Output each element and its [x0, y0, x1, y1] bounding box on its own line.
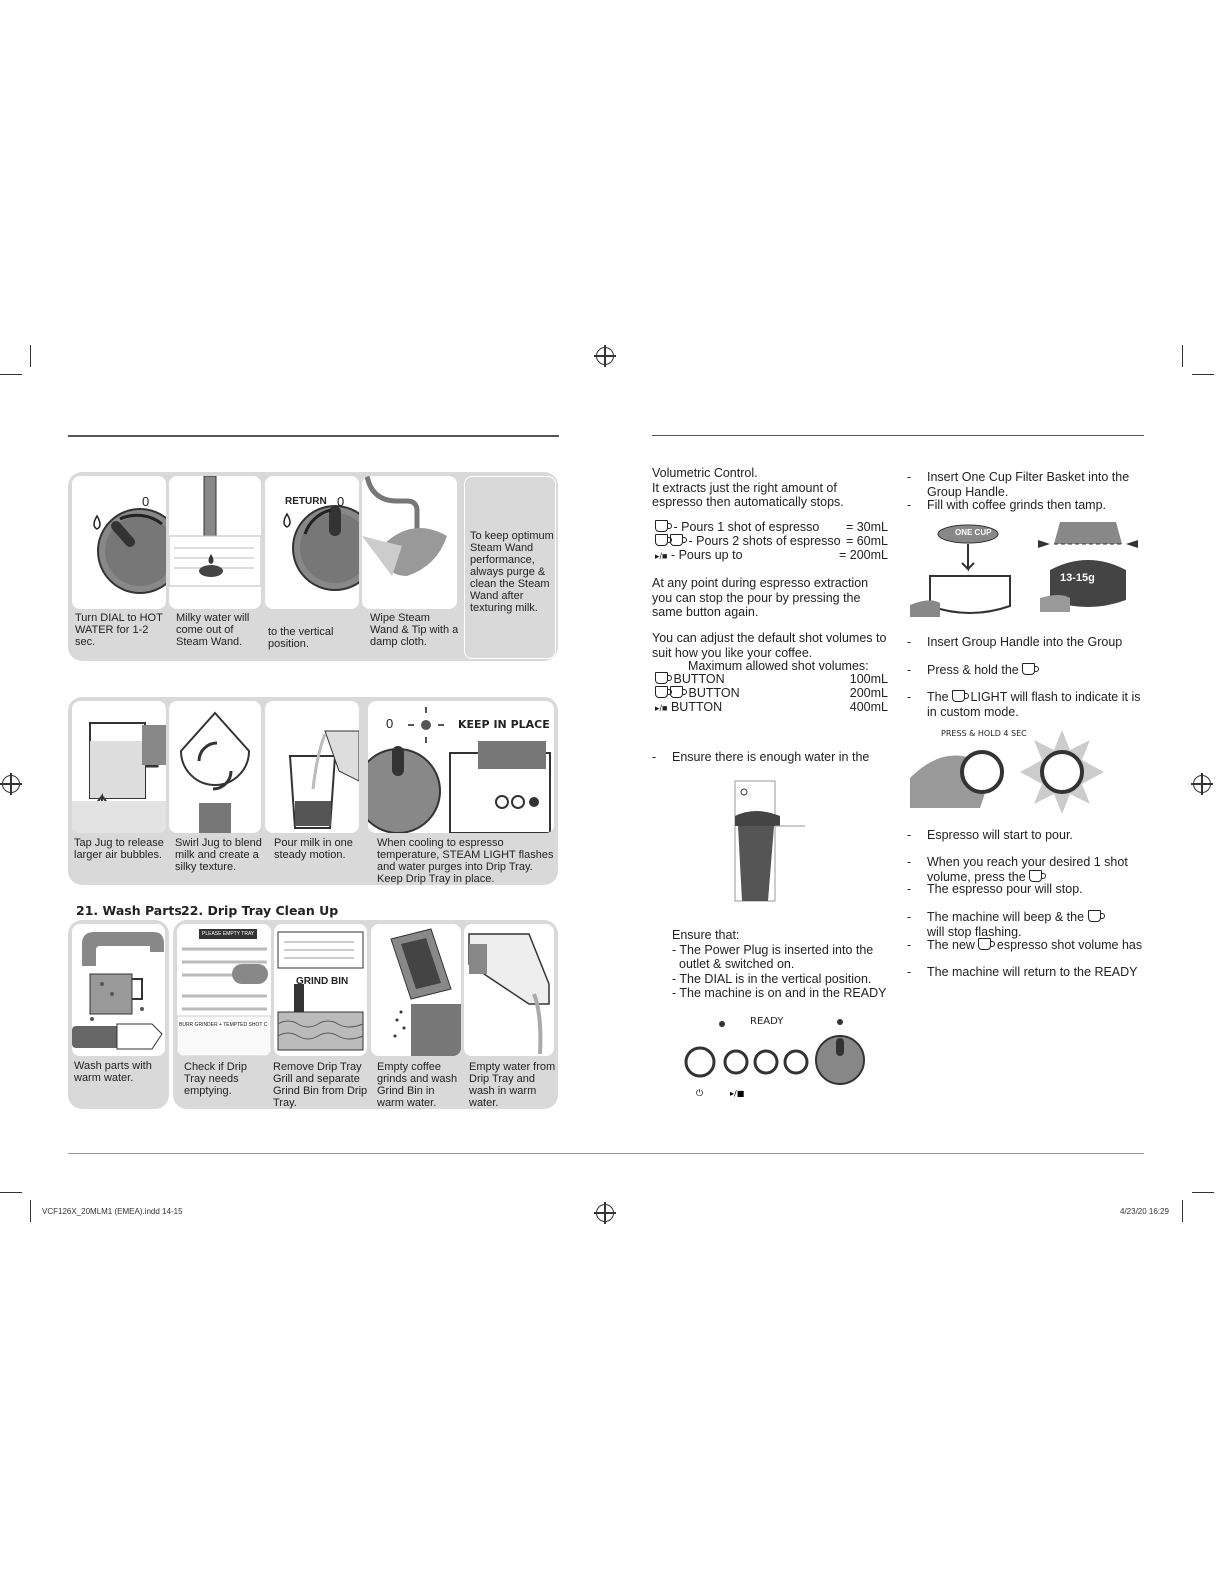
dash-bullet: - — [907, 470, 912, 484]
pour-row-3 — [655, 548, 743, 564]
crop-mark — [1192, 374, 1214, 375]
caption-check-drip-tray: Check if Drip Tray needs emptying. — [184, 1061, 247, 1097]
max-value: 200mL — [849, 686, 888, 700]
one-cup-icon — [655, 534, 668, 546]
registration-mark-icon — [1193, 775, 1211, 793]
filter-basket-illustration — [910, 520, 1140, 620]
intro-line: Volumetric Control. — [652, 466, 758, 480]
caption-empty-grinds: Empty coffee grinds and wash Grind Bin in warm water. — [377, 1061, 458, 1109]
group-step: Insert Group Handle into the Group — [927, 635, 1123, 649]
drip-tray-heading: 22. Drip Tray Clean Up — [181, 903, 339, 918]
return-ready-step: The machine will return to the READY — [927, 965, 1138, 979]
pour-milk-illustration — [265, 701, 359, 833]
ensure-item: - The DIAL is in the vertical position. — [672, 971, 872, 986]
crop-mark — [30, 345, 31, 367]
caption-wash-parts: Wash parts with warm water. — [74, 1060, 152, 1084]
swirl-jug-panel — [169, 701, 261, 833]
wipe-wand-illustration — [362, 476, 457, 609]
filter-line: Insert One Cup Filter Basket into the — [927, 470, 1130, 484]
reach-text: When you reach your desired 1 shot — [927, 855, 1128, 869]
pour-value: = 200mL — [839, 548, 888, 562]
return-dial-panel — [265, 476, 359, 609]
empty-water-panel — [464, 924, 554, 1056]
intro-line: It extracts just the right amount of — [652, 480, 837, 495]
registration-mark-icon — [2, 775, 20, 793]
water-tank-illustration — [730, 776, 810, 906]
svg-text:▸/■: ▸/■ — [730, 1089, 745, 1098]
reach-step — [927, 855, 1142, 884]
light-flash-text: in custom mode. — [927, 704, 1019, 719]
crop-mark — [1182, 345, 1183, 367]
control-panel-illustration — [678, 1012, 878, 1102]
ensure-item: - The machine is on and in the READY — [672, 986, 887, 1000]
press-hold-illustration — [910, 728, 1110, 818]
pour-text: - Pours 1 shot of espresso — [673, 520, 820, 534]
press-hold-text: Press & hold the — [927, 663, 1019, 677]
dial-hot-water-panel — [72, 476, 166, 609]
press-hold-label: PRESS & HOLD 4 SEC — [941, 729, 1027, 738]
registration-mark-icon — [596, 347, 614, 365]
filter-step — [927, 470, 1142, 499]
volumetric-intro — [652, 466, 902, 510]
fill-step: Fill with coffee grinds then tamp. — [927, 498, 1107, 512]
new-volume-text: espresso shot volume has — [996, 938, 1143, 952]
dial-zero-label: 0 — [142, 494, 150, 509]
dash-bullet: - — [907, 910, 912, 924]
crop-mark — [0, 374, 22, 375]
max-label: BUTTON — [673, 672, 725, 686]
registration-mark-icon — [596, 1204, 614, 1222]
tap-jug-panel — [72, 701, 166, 833]
left-page-top-rule — [68, 435, 559, 437]
keep-dial-zero-label: 0 — [386, 716, 394, 731]
crop-mark — [30, 1200, 31, 1222]
one-cup-icon — [1022, 663, 1035, 675]
ensure-item: - The Power Plug is inserted into the — [672, 942, 874, 957]
footer-filename: VCF126X_20MLM1 (EMEA).indd 14-15 — [42, 1207, 183, 1216]
pour-milk-panel — [265, 701, 359, 833]
caption-empty-water: Empty water from Drip Tray and wash in warm water. — [469, 1061, 556, 1109]
dash-bullet: - — [907, 938, 912, 952]
right-page-top-rule — [652, 435, 1144, 436]
stop-line: At any point during espresso extraction — [652, 576, 869, 590]
bottom-rule — [68, 1153, 1144, 1154]
steam-wand-purge-illustration — [169, 476, 261, 609]
one-cup-icon — [1029, 870, 1042, 882]
dash-bullet: - — [907, 882, 912, 896]
drip-tray-check-illustration — [177, 924, 271, 1056]
return-label: RETURN — [285, 496, 327, 507]
pour-value: = 60mL — [845, 534, 888, 548]
one-cup-icon — [978, 938, 991, 950]
caption-cooling: When cooling to espresso temperature, STEAM LIGHT flashes and water purges into Drip Tray. Keep Drip Tray in place. — [377, 837, 554, 885]
caption-remove-grill: Remove Drip Tray Grill and separate Grind Bin from Drip Tray. — [273, 1061, 368, 1109]
max-value: 100mL — [849, 672, 888, 686]
light-flash-text: LIGHT will flash to indicate it is — [970, 690, 1141, 704]
max-row-2 — [655, 686, 740, 701]
max-label: BUTTON — [670, 700, 723, 714]
footer-date: 4/23/20 16:29 — [1120, 1207, 1169, 1216]
stop-line: you can stop the pour by pressing the — [652, 590, 861, 605]
one-cup-icon — [670, 534, 683, 546]
jug-tap-illustration — [72, 701, 166, 833]
stop-text — [652, 576, 902, 620]
one-cup-icon — [655, 686, 668, 698]
dash-bullet: - — [907, 663, 912, 677]
ensure-title: Ensure that: — [672, 928, 740, 942]
check-drip-tray-panel — [177, 924, 271, 1056]
caption-dial-hot-water: Turn DIAL to HOT WATER for 1-2 sec. — [75, 612, 163, 648]
one-cup-icon — [670, 686, 683, 698]
intro-line: espresso then automatically stops. — [652, 495, 844, 509]
pour-text: - Pours 2 shots of espresso — [688, 534, 841, 548]
pour-text: - Pours up to — [670, 548, 743, 562]
keep-in-place-label: KEEP IN PLACE — [458, 718, 550, 731]
play-stop-icon: ▸/■ — [655, 551, 668, 561]
water-text: Ensure there is enough water in the — [672, 750, 870, 764]
max-value: 400mL — [849, 700, 888, 714]
empty-water-illustration — [464, 924, 554, 1056]
max-row-3 — [655, 700, 722, 716]
new-volume-text: The new — [927, 938, 975, 952]
keep-in-place-panel — [368, 701, 554, 833]
one-cup-icon — [1088, 910, 1101, 922]
dash-bullet: - — [907, 690, 912, 704]
one-cup-icon — [655, 672, 668, 684]
one-cup-icon — [655, 520, 668, 532]
light-flash-step — [927, 690, 1142, 719]
milky-water-panel — [169, 476, 261, 609]
front-label: BURR GRINDER + TEMPTED SHOT C — [179, 1022, 268, 1028]
max-label: BUTTON — [688, 686, 740, 700]
caption-keep-optimum: To keep optimum Steam Wand performance, always purge & clean the Steam Wand after texturing milk. — [470, 530, 554, 614]
play-stop-icon: ▸/■ — [655, 703, 668, 713]
empty-tray-plate: PLEASE EMPTY TRAY — [199, 929, 257, 939]
max-row-1 — [655, 672, 725, 687]
caption-vertical-position: to the vertical position. — [268, 626, 334, 650]
espresso-pour-step: Espresso will start to pour. — [927, 828, 1073, 842]
wash-parts-panel — [72, 924, 165, 1056]
dash-bullet: - — [907, 828, 912, 842]
dash-bullet: - — [907, 965, 912, 979]
max-heading: Maximum allowed shot volumes: — [688, 659, 869, 673]
grind-bin-label: GRIND BIN — [296, 976, 349, 987]
one-cup-label: ONE CUP — [955, 528, 992, 537]
beep-step — [927, 910, 1142, 939]
light-flash-text: The — [927, 690, 949, 704]
filter-line: Group Handle. — [927, 484, 1009, 499]
stop-line: same button again. — [652, 605, 759, 619]
wash-parts-heading: 21. Wash Parts — [76, 903, 182, 918]
empty-grinds-illustration — [371, 924, 461, 1056]
caption-milky-water: Milky water will come out of Steam Wand. — [176, 612, 250, 648]
swirl-jug-illustration — [169, 701, 261, 833]
dash-bullet: - — [907, 855, 912, 869]
crop-mark — [1182, 1200, 1183, 1222]
grind-bin-panel — [274, 924, 367, 1056]
adjust-line: You can adjust the default shot volumes to — [652, 631, 887, 645]
dash-bullet: - — [907, 498, 912, 512]
wash-parts-illustration — [72, 924, 165, 1056]
grind-bin-illustration — [274, 924, 367, 1056]
dash-bullet: - — [652, 750, 657, 764]
dose-label: 13-15g — [1060, 572, 1095, 584]
beep-text: The machine will beep & the — [927, 910, 1085, 924]
crop-mark — [0, 1192, 22, 1193]
adjust-line: suit how you like your coffee. — [652, 645, 813, 660]
return-zero-label: 0 — [337, 494, 345, 509]
caption-tap-jug: Tap Jug to release larger air bubbles. — [74, 837, 164, 861]
reach-text: volume, press the — [927, 869, 1026, 884]
ensure-block — [672, 928, 902, 1001]
one-cup-icon — [952, 690, 965, 702]
press-hold-step — [927, 663, 1037, 678]
crop-mark — [1192, 1192, 1214, 1193]
caption-wipe-wand: Wipe Steam Wand & Tip with a damp cloth. — [370, 612, 459, 648]
new-volume-step — [927, 938, 1142, 953]
pour-value: = 30mL — [845, 520, 888, 534]
dial-illustration — [72, 476, 166, 609]
beep-text: will stop flashing. — [927, 924, 1022, 939]
ready-label: READY — [750, 1016, 784, 1027]
ensure-item: outlet & switched on. — [679, 957, 795, 971]
wipe-wand-panel — [362, 476, 457, 609]
svg-text:⏻: ⏻ — [696, 1089, 704, 1099]
caption-pour-milk: Pour milk in one steady motion. — [274, 837, 353, 861]
adjust-text — [652, 631, 902, 660]
pour-stop-step: The espresso pour will stop. — [927, 882, 1083, 896]
caption-swirl-jug: Swirl Jug to blend milk and create a silky texture. — [175, 837, 262, 873]
dash-bullet: - — [907, 635, 912, 649]
empty-grinds-panel — [371, 924, 461, 1056]
